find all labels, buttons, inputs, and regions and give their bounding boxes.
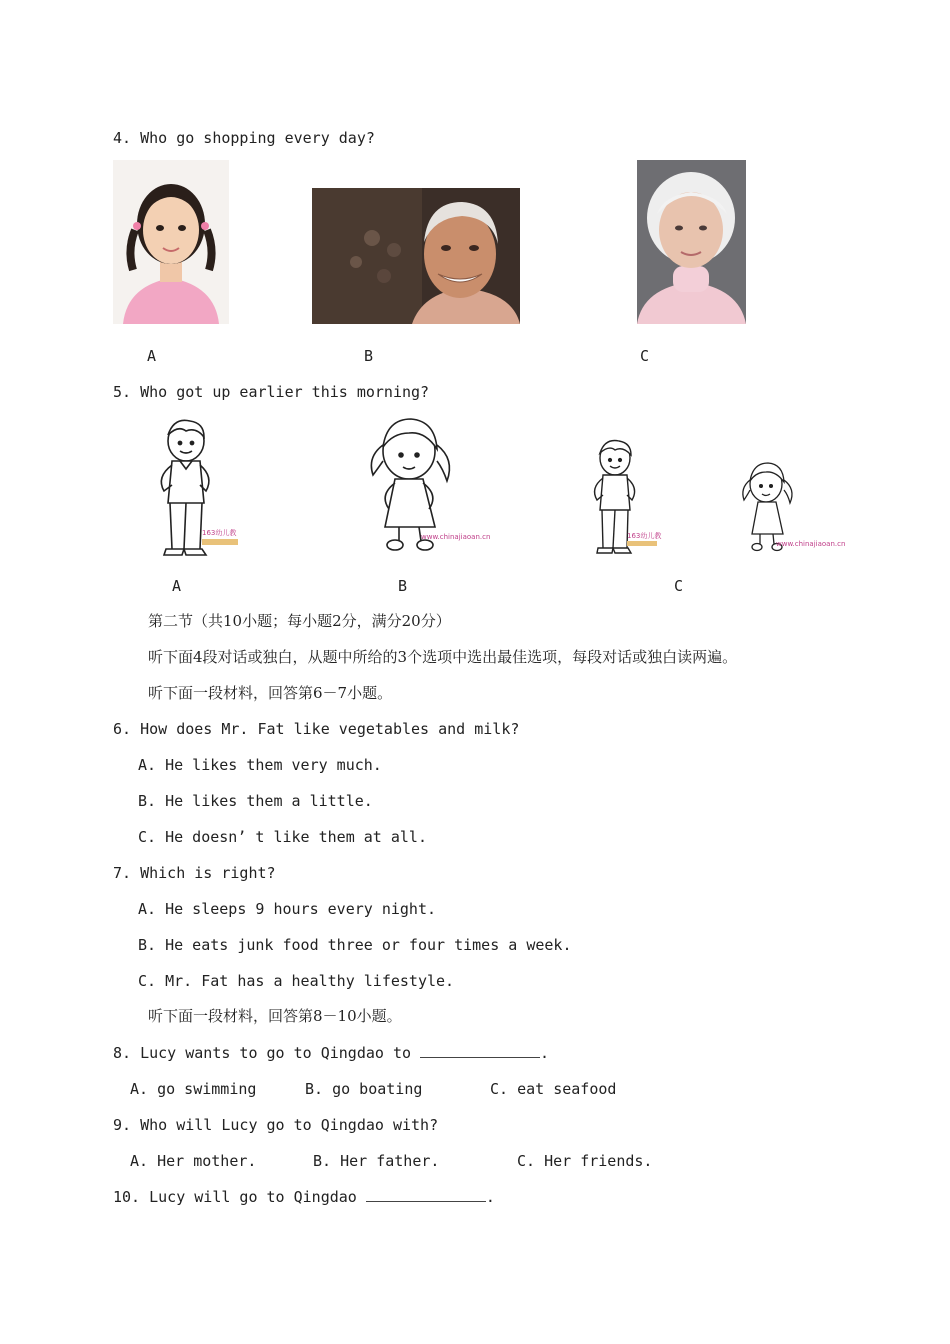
q8-answer-blank — [420, 1045, 540, 1058]
q5-option-b: B — [398, 577, 408, 595]
q7-option-c: C. Mr. Fat has a healthy lifestyle. — [138, 972, 455, 990]
q10-end: . — [485, 1188, 495, 1206]
q9-option-b: B. Her father. — [313, 1152, 440, 1170]
q9-question: 9. Who will Lucy go to Qingdao with? — [113, 1116, 439, 1134]
q4-question: 4. Who go shopping every day? — [113, 129, 375, 147]
q5-question: 5. Who got up earlier this morning? — [113, 383, 430, 401]
q4-option-c: C — [640, 347, 650, 365]
svg-text:www.chinajiaoan.cn: www.chinajiaoan.cn — [776, 540, 846, 548]
q10-question: 10. Lucy will go to Qingdao — [113, 1188, 357, 1206]
q6-option-c: C. He doesn’ t like them at all. — [138, 828, 427, 846]
q4-option-b: B — [364, 347, 374, 365]
section2-material1: 听下面一段材料，回答第6－7小题。 — [148, 684, 393, 702]
q8-question-line — [113, 1044, 549, 1062]
q8-option-a: A. go swimming — [130, 1080, 257, 1098]
boy-cartoon — [150, 415, 245, 560]
q5-option-c: C — [674, 577, 684, 595]
q8-option-b: B. go boating — [305, 1080, 423, 1098]
q6-question: 6. How does Mr. Fat like vegetables and milk? — [113, 720, 520, 738]
q7-question: 7. Which is right? — [113, 864, 276, 882]
girl-photo — [113, 160, 229, 324]
q8-end: . — [540, 1044, 550, 1062]
q10-answer-blank — [366, 1189, 486, 1202]
old-man-photo — [312, 188, 520, 324]
q7-option-a: A. He sleeps 9 hours every night. — [138, 900, 437, 918]
q6-option-b: B. He likes them a little. — [138, 792, 373, 810]
q8-option-c: C. eat seafood — [490, 1080, 617, 1098]
girl-small-cartoon — [740, 460, 846, 556]
q6-option-a: A. He likes them very much. — [138, 756, 382, 774]
q7-option-b: B. He eats junk food three or four times a week. — [138, 936, 572, 954]
q4-option-a: A — [147, 347, 157, 365]
svg-text:163幼儿教: 163幼儿教 — [202, 529, 237, 537]
q9-option-a: A. Her mother. — [130, 1152, 257, 1170]
q9-option-c: C. Her friends. — [517, 1152, 653, 1170]
q5-option-a: A — [172, 577, 182, 595]
section2-instruction: 听下面4段对话或独白，从题中所给的3个选项中选出最佳选项，每段对话或独白读两遍。 — [148, 648, 738, 666]
girl-cartoon — [365, 415, 490, 555]
q8-question: 8. Lucy wants to go to Qingdao to — [113, 1044, 412, 1062]
q10-question-line — [113, 1188, 495, 1206]
svg-text:163幼儿教: 163幼儿教 — [627, 532, 662, 540]
boy-small-cartoon — [585, 436, 665, 558]
svg-text:www.chinajiaoan.cn: www.chinajiaoan.cn — [421, 533, 491, 541]
section2-heading: 第二节（共10小题；每小题2分，满分20分） — [148, 612, 451, 630]
old-woman-photo — [637, 160, 746, 324]
section2-material2: 听下面一段材料，回答第8－10小题。 — [148, 1007, 402, 1025]
